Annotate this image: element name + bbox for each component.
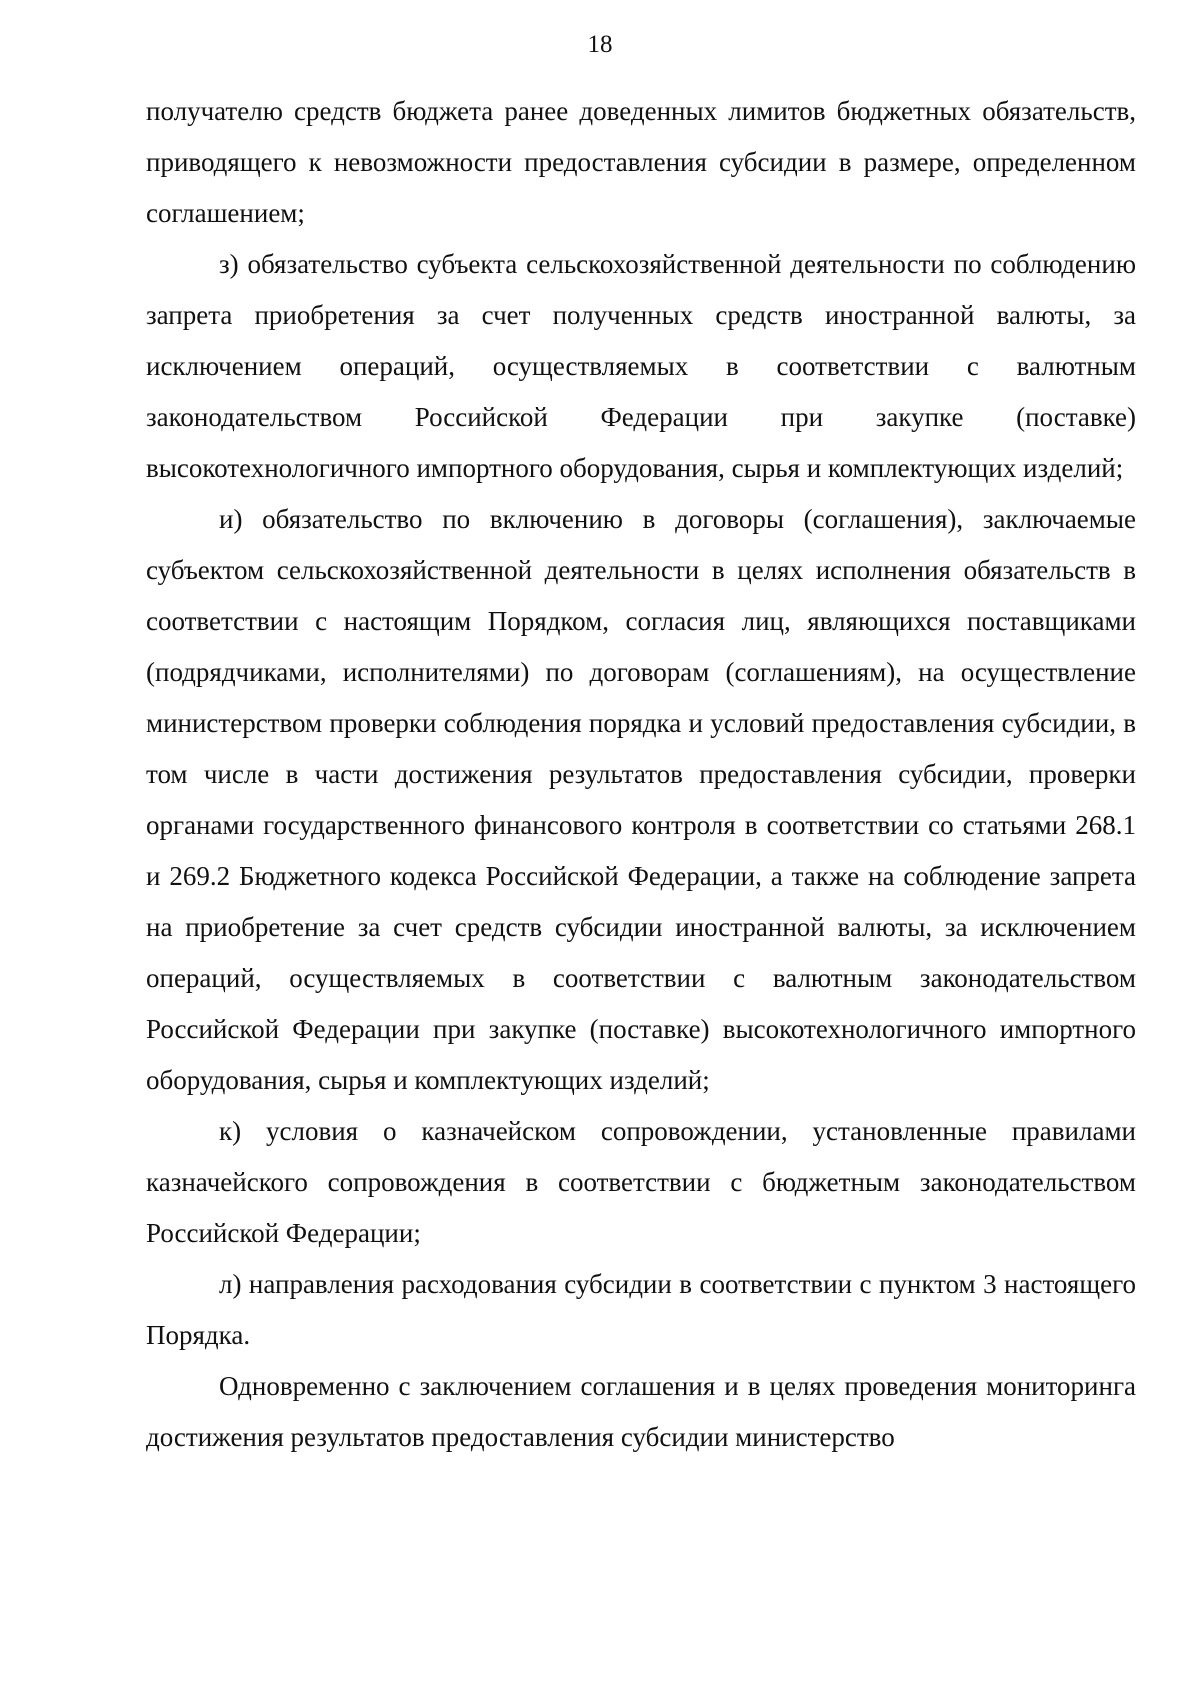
- paragraph-item-i: и) обязательство по включению в договоры (соглашения), заключаемые субъектом сельскохозяйственной деятельности в целях исполнения обязательств в соответствии с настоящим Порядком, согласия лиц, являющихся поставщиками (подрядчиками, исполнителями) по договорам (соглашениям), на осуществление министерством проверки соблюдения порядка и условий предоставления субсидии, в том числе в части достижения результатов предоставления субсидии, проверки органами государственного финансового контроля в соответствии со статьями 268.1 и 269.2 Бюджетного кодекса Российской Федерации, а также на соблюдение запрета на приобретение за счет средств субсидии иностранной валюты, за исключением операций, осуществляемых в соответствии с валютным законодательством Российской Федерации при закупке (поставке) высокотехнологичного импортного оборудования, сырья и комплектующих изделий;: [146, 504, 1136, 1095]
- page-number: 18: [587, 31, 613, 58]
- document-body: [146, 86, 1136, 1463]
- paragraph-item-z: з) обязательство субъекта сельскохозяйственной деятельности по соблюдению запрета приобретения за счет полученных средств иностранной валюты, за исключением операций, осуществляемых в соответствии с валютным законодательством Российской Федерации при закупке (поставке) высокотехнологичного импортного оборудования, сырья и комплектующих изделий;: [146, 249, 1136, 483]
- paragraph-final: Одновременно с заключением соглашения и в целях проведения мониторинга достижения результатов предоставления субсидии министерство: [146, 1371, 1136, 1452]
- paragraph-item-l: л) направления расходования субсидии в соответствии с пунктом 3 настоящего Порядка.: [146, 1269, 1136, 1350]
- paragraph-item-k: к) условия о казначейском сопровождении, установленные правилами казначейского сопровождения в соответствии с бюджетным законодательством Российской Федерации;: [146, 1116, 1136, 1248]
- paragraph-continuation: получателю средств бюджета ранее доведенных лимитов бюджетных обязательств, приводящего к невозможности предоставления субсидии в размере, определенном соглашением;: [146, 96, 1136, 228]
